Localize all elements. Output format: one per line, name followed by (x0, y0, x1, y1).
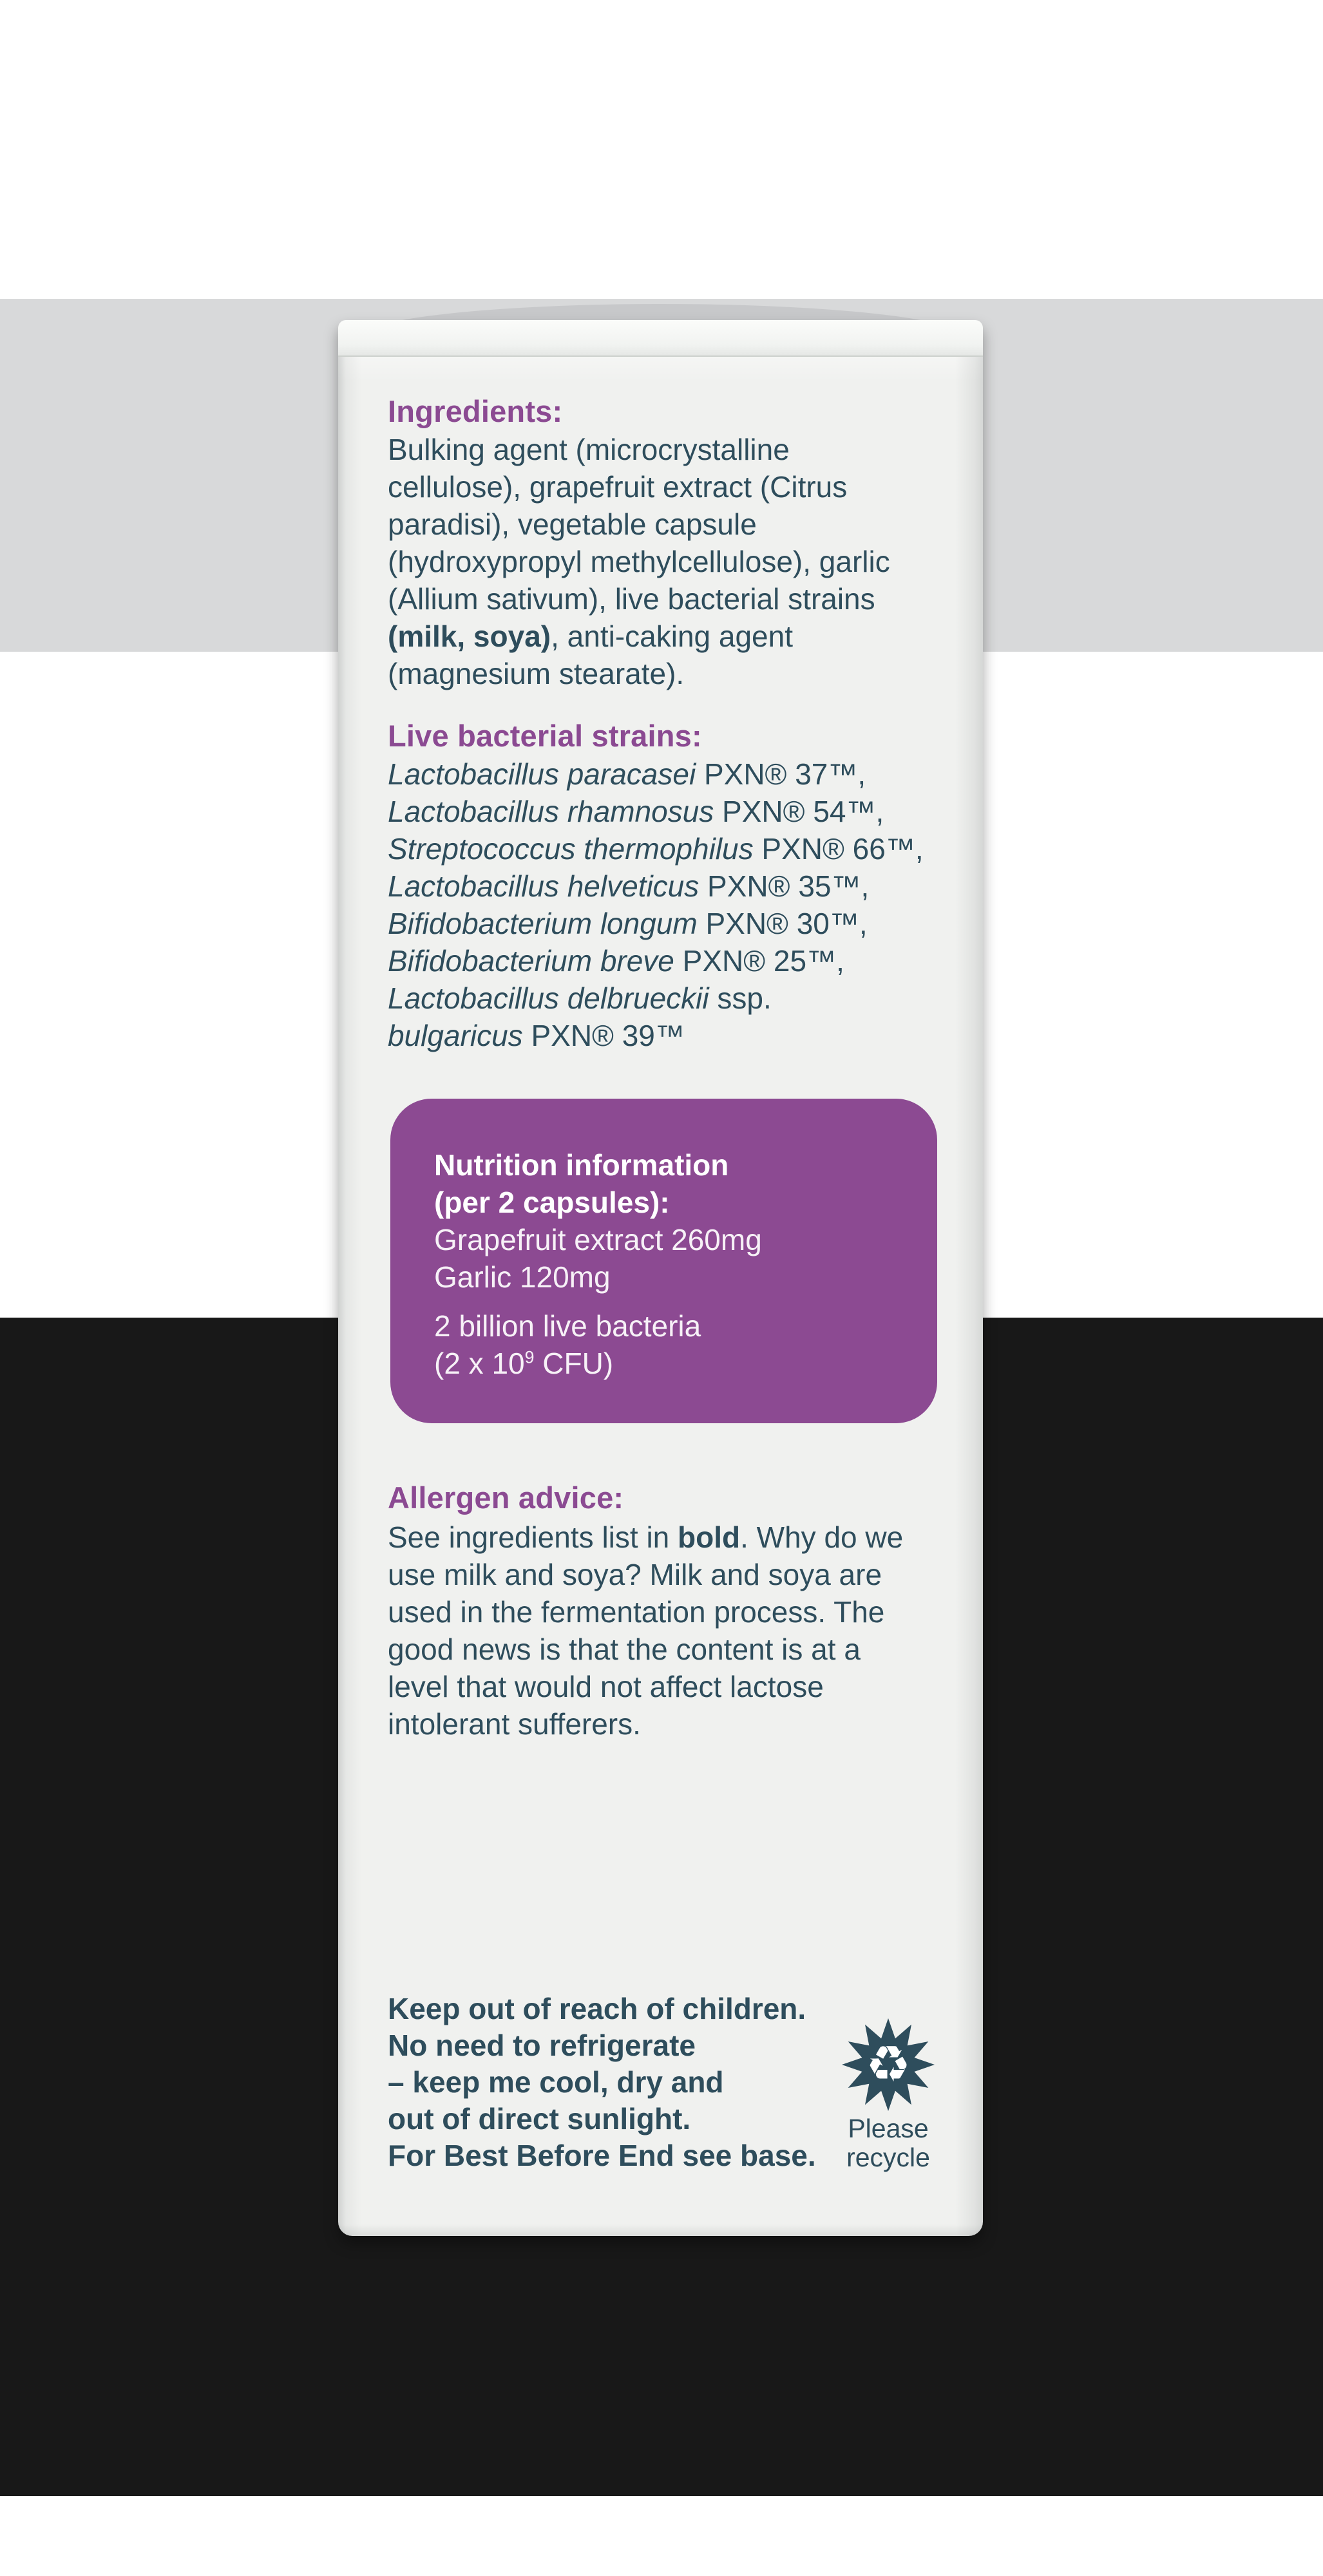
recycle-flower-icon (840, 2016, 937, 2113)
ingredients-heading: Ingredients: (388, 394, 563, 428)
nutrition-bacteria-count: 2 billion live bacteria (2 x $10^9$ CFU) (434, 1309, 701, 1380)
allergen-text: See ingredients list in bold. Why do we use milk and soya? Milk and soya are used in the fermentation process. The good news is that the content is at a level that would not affect lactose intolerant sufferers. (388, 1520, 904, 1741)
allergen-heading: Allergen advice: (388, 1481, 624, 1515)
ingredients-text: Bulking agent (microcrystalline cellulose), grapefruit extract (Citrus paradisi), vegetable capsule (hydroxypropyl methylcellulose), garlic (Allium sativum), live bacterial strains (milk, soya), anti-caking agent (magnesium stearate). (388, 433, 890, 690)
strains-heading: Live bacterial strains: (388, 719, 702, 753)
recycle-arrows-glyph: ♻ (866, 2036, 911, 2094)
recycle-label: Please recycle (846, 2114, 930, 2172)
carton-top-fold (338, 320, 983, 357)
carton-side-panel (338, 320, 983, 2236)
nutrition-panel (390, 1099, 937, 1423)
storage-instructions: Keep out of reach of children. No need to refrigerate – keep me cool, dry and out of direct sunlight. For Best Before End see base. (388, 1992, 816, 2172)
nutrition-amounts: Grapefruit extract 260mg Garlic 120mg (434, 1223, 762, 1294)
strains-text: Lactobacillus paracasei PXN® 37™, Lactobacillus rhamnosus PXN® 54™, Streptococcus thermophilus PXN® 66™, Lactobacillus helveticus PXN® 35™, Bifidobacterium longum PXN® 30™, Bifidobacterium breve PXN® 25™, Lactobacillus delbrueckii ssp. bulgaricus PXN® 39™ (388, 757, 924, 1052)
nutrition-heading: Nutrition information (per 2 capsules): (434, 1148, 729, 1219)
